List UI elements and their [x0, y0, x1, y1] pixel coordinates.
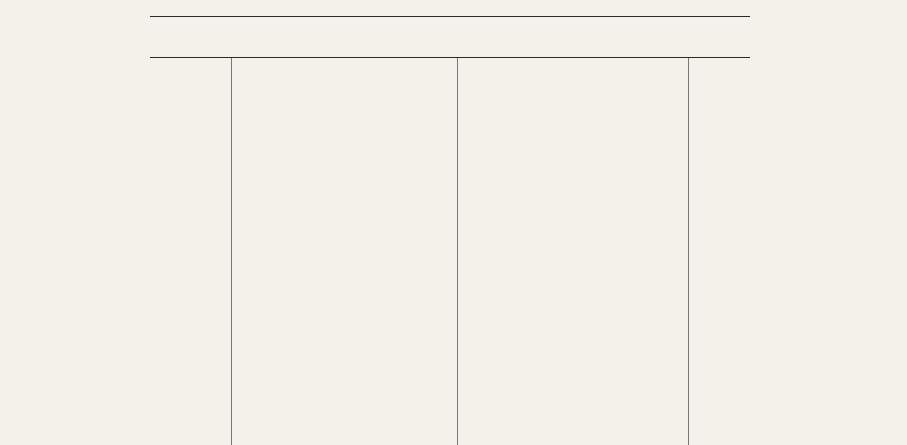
next-article-headline	[452, 430, 692, 445]
column-2	[236, 58, 452, 445]
previous-article-strip	[0, 0, 907, 14]
headline-band	[150, 16, 750, 58]
column-divider	[457, 58, 458, 445]
column-4	[694, 58, 903, 445]
column-divider	[231, 58, 232, 445]
column-3	[462, 58, 682, 445]
column-divider	[688, 58, 689, 445]
column-1	[4, 58, 226, 445]
